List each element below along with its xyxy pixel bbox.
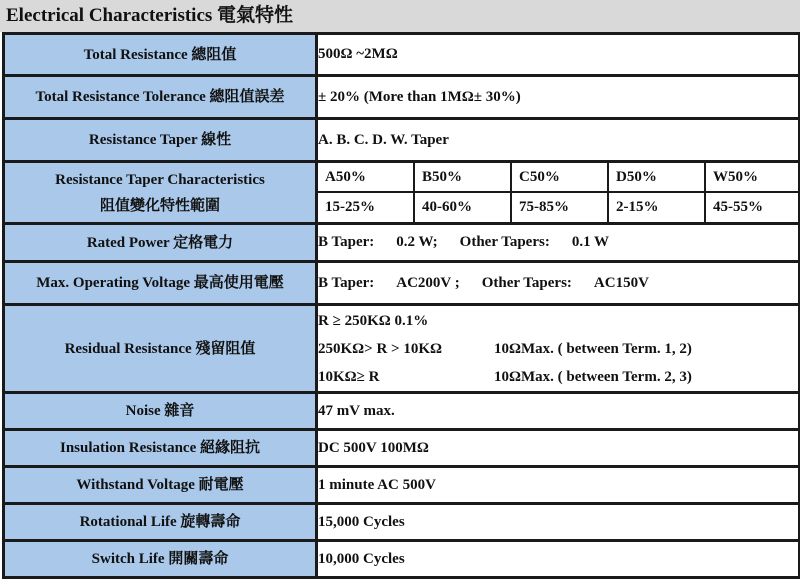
row-value: 1 minute AC 500V [317, 467, 800, 504]
b-taper-label: B Taper: [318, 274, 375, 291]
taper-range: 15-25% [318, 193, 415, 222]
other-tapers-value: AC150V [593, 274, 649, 291]
taper-grid [318, 163, 798, 222]
row-label: Switch Life 開關壽命 [4, 541, 317, 578]
row-value: 10,000 Cycles [317, 541, 800, 578]
row-label: Insulation Resistance 絕緣阻抗 [4, 430, 317, 467]
table-row [4, 262, 800, 305]
electrical-characteristics-table [2, 32, 800, 579]
residual-note: 10ΩMax. ( between Term. 2, 3) [494, 368, 692, 385]
row-label: Resistance Taper 線性 [4, 119, 317, 162]
taper-name: A50% [318, 163, 415, 193]
table-row [4, 305, 800, 393]
table-row [4, 76, 800, 119]
row-label: Rotational Life 旋轉壽命 [4, 504, 317, 541]
taper-characteristics-label [4, 162, 317, 224]
taper-name: D50% [609, 163, 706, 193]
taper-name: B50% [415, 163, 512, 193]
label-english: Resistance Taper Characteristics [55, 171, 265, 188]
row-label: Noise 雜音 [4, 393, 317, 430]
b-taper-label: B Taper: [318, 234, 375, 250]
other-tapers-value: 0.1 W [571, 234, 610, 250]
table-row [4, 467, 800, 504]
row-label: Total Resistance 總阻值 [4, 34, 317, 76]
row-label: Rated Power 定格電力 [4, 224, 317, 262]
row-value: 500Ω ~2MΩ [317, 34, 800, 76]
row-value: DC 500V 100MΩ [317, 430, 800, 467]
residual-note: 10ΩMax. ( between Term. 1, 2) [494, 340, 692, 357]
row-value: A. B. C. D. W. Taper [317, 119, 800, 162]
label-chinese: 阻值變化特性範圍 [99, 197, 220, 214]
residual-line [318, 335, 798, 363]
table-row [4, 541, 800, 578]
residual-line [318, 363, 798, 391]
max-voltage-value [317, 262, 800, 305]
taper-grid-cell [317, 162, 800, 224]
table-row [4, 393, 800, 430]
residual-condition: 10KΩ≥ R [318, 368, 380, 385]
other-tapers-label: Other Tapers: [459, 234, 550, 250]
residual-condition: 250KΩ> R > 10KΩ [318, 340, 443, 357]
rated-power-value [317, 224, 800, 262]
row-label: Total Resistance Tolerance 總阻值誤差 [4, 76, 317, 119]
row-label: Residual Resistance 殘留阻值 [4, 305, 317, 393]
table-row [4, 34, 800, 76]
other-tapers-label: Other Tapers: [481, 274, 572, 291]
b-taper-value: AC200V ; [396, 274, 460, 291]
taper-range: 2-15% [609, 193, 706, 222]
table-row [4, 224, 800, 262]
b-taper-value: 0.2 W; [396, 234, 438, 250]
row-value: 15,000 Cycles [317, 504, 800, 541]
residual-resistance-value [317, 305, 800, 393]
row-value: 47 mV max. [317, 393, 800, 430]
row-value: ± 20% (More than 1MΩ± 30%) [317, 76, 800, 119]
taper-name: W50% [706, 163, 800, 193]
residual-condition: R ≥ 250KΩ 0.1% [318, 312, 429, 329]
table-row [4, 119, 800, 162]
table-row [4, 162, 800, 224]
section-title: Electrical Characteristics 電氣特性 [0, 0, 800, 32]
table-row [4, 430, 800, 467]
taper-range: 75-85% [512, 193, 609, 222]
row-label: Max. Operating Voltage 最高使用電壓 [4, 262, 317, 305]
taper-range: 40-60% [415, 193, 512, 222]
row-label: Withstand Voltage 耐電壓 [4, 467, 317, 504]
taper-range: 45-55% [713, 199, 763, 215]
residual-line [318, 307, 798, 335]
table-row [4, 504, 800, 541]
taper-name: C50% [512, 163, 609, 193]
